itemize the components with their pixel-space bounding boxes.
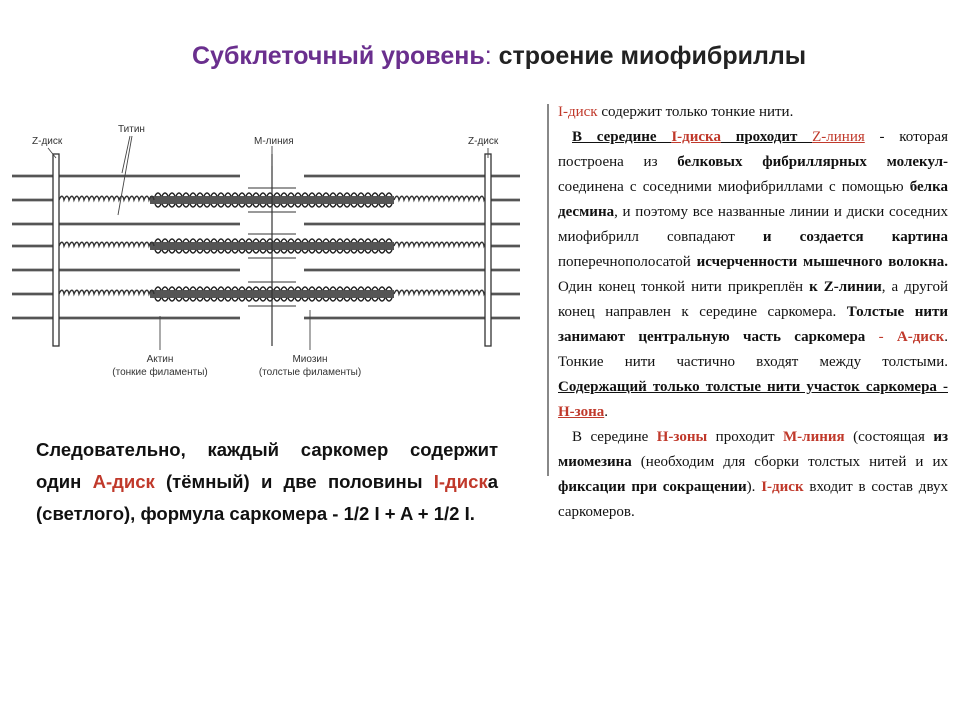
myosin-head: [351, 287, 357, 290]
myosin-head: [386, 239, 392, 242]
myosin-head: [316, 298, 322, 301]
title-part2: строение миофибриллы: [498, 42, 807, 70]
myosin-head: [302, 250, 308, 253]
myosin-head: [295, 250, 301, 253]
myosin-head: [190, 193, 196, 196]
myosin-head: [169, 287, 175, 290]
myosin-head: [330, 204, 336, 207]
paragraph-2: В середине I-диска проходит Z-линия - которая построена из белковых фибриллярных молекул- соединена с соседними миофибриллами с помощью белка десмина, и поэтому все названные линии и диски соседних миофибрилл совпадают и создается картина поперечнополосатой исчерченности мышечного волокна. Один конец тонкой нити прикреплён к Z-линии, а другой конец направлен к середине саркомера. Толстые нити занимают центральную часть саркомера - А-диск. Тонкие нити частично входят между толстыми. Содержащий только толстые нити участок саркомера - Н-зона.: [558, 129, 948, 420]
myosin-head: [316, 250, 322, 253]
myosin-head: [337, 239, 343, 242]
myosin-head: [239, 193, 245, 196]
myosin-head: [204, 193, 210, 196]
sarcomere-summary: Следовательно, каждый саркомер содержит один А-диск (тёмный) и две половины I-диска (светлого), формула саркомера - 1/2 I + A + 1/2 I.: [36, 439, 498, 524]
myosin-head: [274, 204, 280, 207]
myosin-head: [358, 204, 364, 207]
myosin-head: [169, 298, 175, 301]
z-disk-left-bar: [53, 154, 59, 346]
myosin-head: [155, 298, 161, 301]
myosin-head: [162, 298, 168, 301]
myosin-head: [323, 287, 329, 290]
myosin-head: [309, 204, 315, 207]
myosin-head: [379, 250, 385, 253]
myosin-head: [204, 204, 210, 207]
titin-spring-left: [59, 196, 154, 200]
myosin-head: [155, 204, 161, 207]
myosin-head: [232, 239, 238, 242]
myosin-head: [169, 193, 175, 196]
myosin-head: [379, 193, 385, 196]
myosin-head: [239, 298, 245, 301]
myosin-head: [379, 298, 385, 301]
myosin-head: [183, 193, 189, 196]
myosin-head: [365, 298, 371, 301]
myosin-head: [302, 193, 308, 196]
myosin-head: [155, 250, 161, 253]
myosin-head: [197, 239, 203, 242]
z-disk-left-label: Z-диск: [32, 136, 63, 147]
myosin-head: [190, 287, 196, 290]
myosin-head: [211, 193, 217, 196]
myosin-head: [302, 204, 308, 207]
titin-spring-right: [394, 242, 489, 246]
myosin-head: [155, 239, 161, 242]
myosin-head: [337, 250, 343, 253]
myosin-head: [246, 298, 252, 301]
myosin-head: [218, 250, 224, 253]
myosin-head: [239, 287, 245, 290]
myosin-head: [330, 250, 336, 253]
myosin-head: [183, 239, 189, 242]
myosin-head: [316, 239, 322, 242]
myosin-head: [246, 287, 252, 290]
myosin-head: [246, 239, 252, 242]
myosin-head: [176, 204, 182, 207]
myosin-head: [232, 204, 238, 207]
myosin-head: [211, 298, 217, 301]
myosin-head: [295, 298, 301, 301]
myosin-head: [351, 250, 357, 253]
myosin-head: [323, 193, 329, 196]
myosin-head: [225, 204, 231, 207]
myosin-head: [274, 298, 280, 301]
titin-spring-left: [59, 242, 154, 246]
myosin-head: [274, 193, 280, 196]
myofibril-diagram: [10, 118, 525, 388]
myosin-head: [379, 287, 385, 290]
myosin-head: [176, 298, 182, 301]
myosin-head: [309, 298, 315, 301]
myosin-head: [190, 239, 196, 242]
myosin-head: [302, 239, 308, 242]
myosin-head: [162, 287, 168, 290]
myosin-head: [323, 250, 329, 253]
myosin-head: [169, 239, 175, 242]
myosin-head: [225, 287, 231, 290]
myosin-head: [211, 250, 217, 253]
myosin-head: [351, 204, 357, 207]
myosin-head: [379, 204, 385, 207]
myosin-head: [260, 204, 266, 207]
titin-spring-left: [59, 290, 154, 294]
myosin-head: [302, 298, 308, 301]
myosin-head: [232, 298, 238, 301]
myosin-head: [344, 193, 350, 196]
a-disk-term: А-диск: [92, 471, 155, 492]
myosin-head: [302, 287, 308, 290]
myosin-head: [218, 239, 224, 242]
myosin-head: [358, 193, 364, 196]
myosin-head: [323, 239, 329, 242]
myosin-head: [288, 250, 294, 253]
myosin-head: [344, 204, 350, 207]
myosin-head: [330, 298, 336, 301]
myosin-head: [218, 193, 224, 196]
myosin-head: [386, 193, 392, 196]
myosin-head: [204, 239, 210, 242]
myosin-head: [169, 204, 175, 207]
myosin-head: [239, 204, 245, 207]
myosin-head: [218, 204, 224, 207]
slide-title: [192, 42, 892, 71]
i-disk-term: I-диск: [433, 471, 488, 492]
myosin-head: [260, 287, 266, 290]
myosin-head: [295, 193, 301, 196]
myosin-head: [358, 239, 364, 242]
myosin-head: [386, 250, 392, 253]
myosin-head: [246, 250, 252, 253]
myosin-head: [176, 287, 182, 290]
myosin-head: [365, 250, 371, 253]
myosin-head: [162, 250, 168, 253]
myosin-head: [330, 287, 336, 290]
myosin-head: [183, 250, 189, 253]
myosin-head: [197, 298, 203, 301]
myosin-head: [330, 239, 336, 242]
myosin-head: [225, 239, 231, 242]
myosin-head: [386, 204, 392, 207]
myosin-head: [358, 287, 364, 290]
myosin-head: [274, 250, 280, 253]
myosin-head: [253, 298, 259, 301]
myosin-head: [260, 239, 266, 242]
myosin-head: [288, 298, 294, 301]
myosin-head: [309, 239, 315, 242]
myosin-head: [232, 287, 238, 290]
myosin-head: [204, 250, 210, 253]
actin-sub-label: (тонкие филаменты): [112, 367, 208, 378]
myosin-head: [295, 204, 301, 207]
paragraph-3: В середине Н-зоны проходит М-линия (состоящая из миомезина (необходим для сборки толстых нитей и их фиксации при сокращении). I-диск входит в состав двух саркомеров.: [558, 429, 949, 520]
myosin-head: [358, 298, 364, 301]
myosin-head: [337, 204, 343, 207]
myosin-head: [274, 287, 280, 290]
myosin-head: [169, 250, 175, 253]
myosin-head: [379, 239, 385, 242]
myosin-head: [386, 287, 392, 290]
text-divider: [547, 104, 549, 476]
m-line-label: М-линия: [254, 136, 294, 147]
myosin-head: [288, 287, 294, 290]
myosin-head: [204, 287, 210, 290]
myosin-head: [253, 250, 259, 253]
myosin-head: [218, 298, 224, 301]
myosin-head: [344, 250, 350, 253]
myosin-head: [372, 287, 378, 290]
description-text: [558, 100, 948, 525]
myosin-head: [372, 250, 378, 253]
myosin-head: [176, 250, 182, 253]
myosin-head: [295, 287, 301, 290]
myosin-head: [225, 298, 231, 301]
myosin-head: [309, 250, 315, 253]
myosin-head: [190, 298, 196, 301]
myosin-head: [281, 250, 287, 253]
myosin-label: Миозин: [292, 354, 328, 365]
myosin-head: [351, 193, 357, 196]
myosin-head: [372, 298, 378, 301]
myosin-head: [225, 250, 231, 253]
myosin-head: [351, 298, 357, 301]
myosin-head: [183, 204, 189, 207]
z-disk-right-bar: [485, 154, 491, 346]
myosin-head: [190, 204, 196, 207]
myosin-head: [281, 193, 287, 196]
myosin-head: [218, 287, 224, 290]
myosin-head: [197, 250, 203, 253]
myosin-head: [365, 239, 371, 242]
myosin-head: [330, 193, 336, 196]
myosin-head: [351, 239, 357, 242]
myosin-head: [246, 204, 252, 207]
myosin-head: [288, 239, 294, 242]
myosin-head: [337, 193, 343, 196]
myosin-head: [253, 193, 259, 196]
myosin-head: [225, 193, 231, 196]
title-colon: :: [484, 42, 499, 70]
myosin-head: [197, 287, 203, 290]
myosin-head: [155, 193, 161, 196]
titin-spring-right: [394, 196, 489, 200]
myosin-head: [344, 298, 350, 301]
myosin-head: [176, 239, 182, 242]
myosin-head: [365, 287, 371, 290]
myosin-head: [260, 250, 266, 253]
myosin-head: [295, 239, 301, 242]
myosin-head: [344, 287, 350, 290]
myosin-head: [372, 204, 378, 207]
myosin-head: [281, 204, 287, 207]
myosin-head: [372, 239, 378, 242]
myosin-head: [239, 250, 245, 253]
myosin-head: [281, 287, 287, 290]
actin-label: Актин: [146, 354, 174, 365]
myosin-head: [358, 250, 364, 253]
myosin-head: [260, 298, 266, 301]
myosin-head: [232, 193, 238, 196]
myosin-head: [316, 204, 322, 207]
myosin-head: [323, 298, 329, 301]
myosin-head: [162, 204, 168, 207]
title-part1: Субклеточный уровень: [192, 42, 485, 70]
myosin-head: [288, 204, 294, 207]
myosin-head: [337, 298, 343, 301]
myosin-head: [288, 193, 294, 196]
myosin-head: [176, 193, 182, 196]
titin-spring-right: [394, 290, 489, 294]
myosin-head: [365, 204, 371, 207]
myosin-head: [281, 298, 287, 301]
titin-label: Титин: [118, 124, 145, 135]
myosin-head: [281, 239, 287, 242]
myosin-head: [211, 287, 217, 290]
myosin-head: [253, 287, 259, 290]
myosin-head: [239, 239, 245, 242]
myosin-head: [365, 193, 371, 196]
myosin-head: [183, 298, 189, 301]
myosin-head: [316, 193, 322, 196]
myosin-head: [197, 193, 203, 196]
myosin-head: [309, 193, 315, 196]
z-disk-right-label: Z-диск: [468, 136, 499, 147]
myosin-head: [232, 250, 238, 253]
myosin-head: [197, 204, 203, 207]
myosin-head: [274, 239, 280, 242]
myosin-head: [204, 298, 210, 301]
myosin-head: [337, 287, 343, 290]
myosin-head: [211, 204, 217, 207]
myosin-head: [253, 204, 259, 207]
myosin-head: [246, 193, 252, 196]
myosin-head: [155, 287, 161, 290]
myosin-head: [190, 250, 196, 253]
myosin-head: [372, 193, 378, 196]
myosin-head: [183, 287, 189, 290]
paragraph-1: I-диск содержит только тонкие нити.: [558, 104, 794, 120]
myosin-head: [162, 193, 168, 196]
myosin-head: [309, 287, 315, 290]
myosin-head: [253, 239, 259, 242]
myosin-head: [211, 239, 217, 242]
myosin-head: [323, 204, 329, 207]
myosin-head: [344, 239, 350, 242]
myosin-head: [162, 239, 168, 242]
myosin-head: [386, 298, 392, 301]
myosin-head: [316, 287, 322, 290]
myosin-head: [260, 193, 266, 196]
myosin-sub-label: (толстые филаменты): [258, 367, 362, 378]
